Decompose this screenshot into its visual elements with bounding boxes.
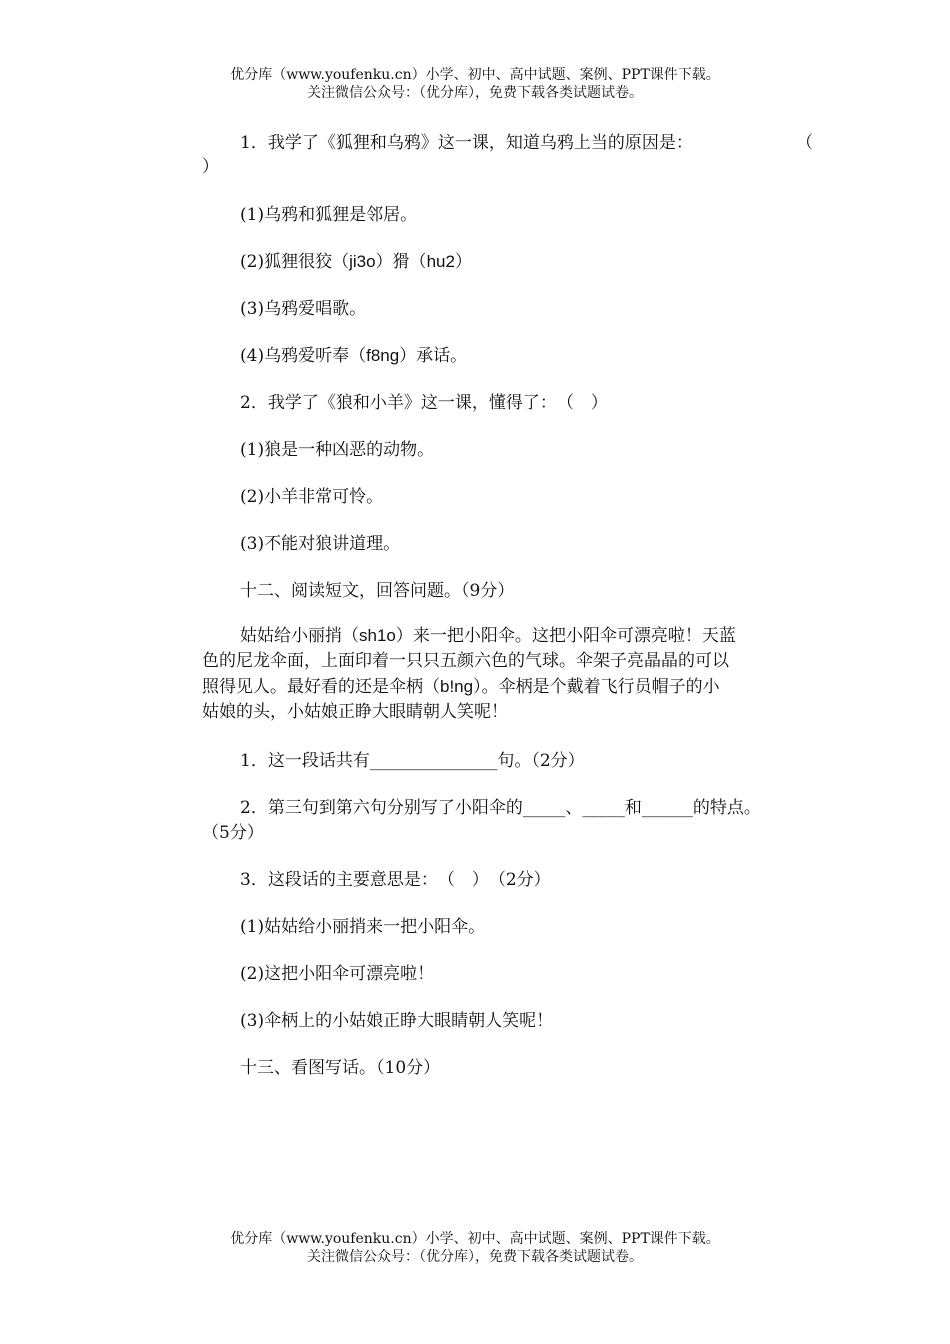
reading-passage [202,623,812,725]
q2-option-3: (3)不能对狼讲道理。 [240,534,401,554]
pinyin: sh1o [359,626,396,645]
q2-option-1: (1)狼是一种凶恶的动物。 [240,440,435,460]
q1-stem: 1．我学了《狐狸和乌鸦》这一课，知道乌鸦上当的原因是： [240,133,693,153]
passage-line-4: 姑娘的头，小姑娘正睁大眼睛朝人笑呢！ [202,702,508,722]
pinyin: b!ng [440,677,474,696]
pinyin: hu2 [426,252,455,271]
passage-line-1: 姑姑给小丽捎（sh1o）来一把小阳伞。这把小阳伞可漂亮啦！天蓝 [240,626,736,646]
section-13-title: 十三、看图写话。（10分） [240,1058,441,1078]
q1-paren-close: ） [202,157,219,177]
q2-option-2: (2)小羊非常可怜。 [240,487,384,507]
s12-q3-stem: 3．这段话的主要意思是： （ ） （2分） [240,870,551,890]
s12-q3-option-1: (1)姑姑给小丽捎来一把小阳伞。 [240,917,486,937]
footer-line-2: 关注微信公众号：（优分库），免费下载各类试题试卷。 [307,1249,643,1265]
header-line-2: 关注微信公众号：（优分库），免费下载各类试题试卷。 [307,85,643,101]
s12-q1: 1．这一段话共有_______________句。（2分） [240,751,585,771]
s12-q3-option-2: (2)这把小阳伞可漂亮啦！ [240,964,435,984]
page-footer [0,1230,950,1266]
q1-option-3: (3)乌鸦爱唱歌。 [240,299,367,319]
q1-option-4: (4)乌鸦爱听奉（f8ng）承话。 [240,346,468,366]
passage-line-3: 照得见人。最好看的还是伞柄（b!ng）。伞柄是个戴着飞行员帽子的小 [202,677,720,697]
page-header [0,66,950,102]
section-12-title: 十二、阅读短文，回答问题。（9分） [240,581,515,601]
pinyin: f8ng [366,346,400,365]
s12-q3-option-3: (3)伞柄上的小姑娘正睁大眼睛朝人笑呢！ [240,1011,554,1031]
header-line-1: 优分库（www.youfenku.cn）小学、初中、高中试题、案例、PPT课件下载。 [230,67,720,83]
q1-option-1: (1)乌鸦和狐狸是邻居。 [240,205,418,225]
passage-line-2: 色的尼龙伞面，上面印着一只只五颜六色的气球。伞架子亮晶晶的可以 [202,651,729,671]
q1-paren-open: （ [796,133,813,153]
q2-stem: 2．我学了《狼和小羊》这一课，懂得了： （ ） [240,393,608,413]
pinyin: ji3o [349,252,376,271]
q1-option-2: (2)狐狸很狡（ji3o）猾（hu2） [240,252,472,272]
footer-line-1: 优分库（www.youfenku.cn）小学、初中、高中试题、案例、PPT课件下载。 [230,1231,720,1247]
s12-q2-score: （5分） [202,823,264,843]
s12-q2: 2．第三句到第六句分别写了小阳伞的_____、_____和______的特点。 [240,798,761,818]
